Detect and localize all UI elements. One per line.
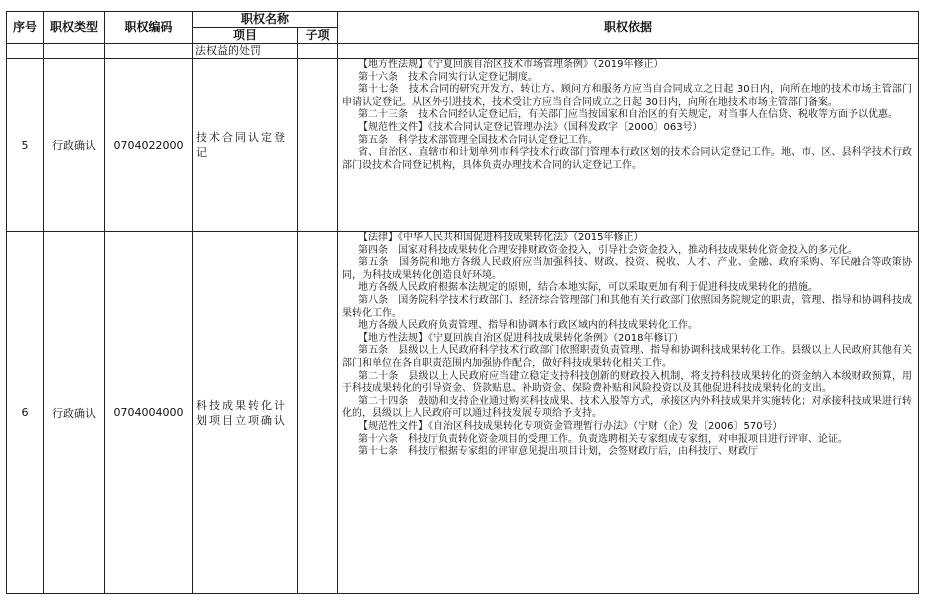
- basis-paragraph: 地方各级人民政府根据本法规定的原则，结合本地实际，可以采取更加有利于促进科技成果转化的措施。: [358, 282, 819, 294]
- basis-paragraph: 第四条 国家对科技成果转化合理安排财政资金投入，引导社会资金投入，推动科技成果转化资金投入的多元化。: [358, 244, 859, 256]
- basis-paragraph: 【规范性文件】《自治区科技成果转化专项资金管理暂行办法》（宁财（企）发〔2006〕570号）: [358, 420, 783, 432]
- basis-paragraph: 地方各级人民政府负责管理、指导和协调本行政区域内的科技成果转化工作。: [358, 320, 699, 332]
- row-code: 0704022000: [105, 59, 193, 232]
- row-no: 6: [7, 232, 44, 594]
- basis-paragraph: 【法律】《中华人民共和国促进科技成果转化法》（2015年修正）: [358, 232, 644, 243]
- basis-text: [342, 59, 912, 172]
- header-item: 项目: [193, 28, 298, 44]
- basis-paragraph: 第五条 科学技术部管理全国技术合同认定登记工作。: [358, 134, 599, 146]
- row-code: 0704004000: [105, 232, 193, 594]
- row-basis: [338, 232, 919, 594]
- basis-paragraph: 第二十三条 技术合同经认定登记后，有关部门应当按国家和自治区的有关规定，对当事人在信贷、税收等方面予以优惠。: [358, 109, 899, 121]
- row-item-name: 科技成果转化计划项目立项确认: [193, 232, 298, 594]
- authority-table: [6, 11, 919, 594]
- basis-paragraph: 【地方性法规】《宁夏回族自治区促进科技成果转化条例》（2018年修订）: [358, 332, 684, 344]
- carry-cell-type: [44, 44, 105, 59]
- header-no: 序号: [7, 12, 44, 44]
- table-row: [7, 59, 919, 232]
- basis-paragraph: 第十六条 技术合同实行认定登记制度。: [358, 71, 539, 83]
- header-name: 职权名称: [193, 12, 338, 28]
- basis-paragraph: 第十七条 技术合同的研究开发方、转让方、顾问方和服务方应当自合同成立之日起 30日内，向所在地的技术市场主管部门申请认定登记。从区外引进技术，技术受让方应当自合同成立之日起 30日内，向所在地技术市场主管部门备案。: [342, 84, 913, 108]
- carry-cell-basis: [338, 44, 919, 59]
- row-type: 行政确认: [44, 232, 105, 594]
- carry-cell-subitem: [298, 44, 338, 59]
- basis-paragraph: 【规范性文件】《技术合同认定登记管理办法》（国科发政字〔2000〕063号）: [358, 121, 703, 133]
- header-code: 职权编码: [105, 12, 193, 44]
- basis-paragraph: 第二十条 县级以上人民政府应当建立稳定支持科技创新的财政投入机制，将支持科技成果转化的资金纳入本级财政预算，用于科技成果转化的引导资金、贷款贴息、补助资金、保险费补贴和风险投资以及其他促进科技成果转化的支出。: [342, 370, 913, 395]
- table-row: [7, 232, 919, 594]
- carry-cell-code: [105, 44, 193, 59]
- basis-paragraph: 第十六条 科技厅负责转化资金项目的受理工作。负责选聘相关专家组成专家组，对申报项目进行评审、论证。: [358, 433, 849, 445]
- carry-cell-no: [7, 44, 44, 59]
- basis-paragraph: 省、自治区、直辖市和计划单列市科学技术行政部门管理本行政区划的技术合同认定登记工作。地、市、区、县科学技术行政部门设技术合同登记机构，具体负责办理技术合同的认定登记工作。: [342, 147, 913, 171]
- carry-over-text: 法权益的处罚: [193, 44, 298, 59]
- basis-paragraph: 第五条 县级以上人民政府科学技术行政部门依照职责负责管理、指导和协调科技成果转化工作。县级以上人民政府其他有关部门和单位在各自职责范围内加强协作配合，做好科技成果转化相关工作。: [342, 345, 913, 369]
- row-no: 5: [7, 59, 44, 232]
- basis-paragraph: 【地方性法规】《宁夏回族自治区技术市场管理条例》（2019年修正）: [358, 59, 664, 70]
- basis-paragraph: 第五条 国务院和地方各级人民政府应当加强科技、财政、投资、税收、人才、产业、金融、政府采购、军民融合等政策协同，为科技成果转化创造良好环境。: [342, 257, 913, 281]
- header-basis: 职权依据: [338, 12, 919, 44]
- basis-paragraph: 第十七条 科技厅根据专家组的评审意见提出项目计划，会签财政厅后，由科技厅、财政厅: [358, 446, 759, 458]
- row-subitem: [298, 59, 338, 232]
- basis-text: [342, 232, 912, 593]
- row-basis: [338, 59, 919, 232]
- basis-paragraph: 第二十四条 鼓励和支持企业通过购买科技成果、技术入股等方式，承接区内外科技成果并实施转化；对承接科技成果进行转化的，县级以上人民政府可以通过科技发展专项给予支持。: [342, 395, 913, 420]
- row-subitem: [298, 232, 338, 594]
- row-item-name: 技术合同认定登记: [193, 59, 298, 232]
- basis-paragraph: 第八条 国务院科学技术行政部门、经济综合管理部门和其他有关行政部门依照国务院规定的职责，管理、指导和协调科技成果转化工作。: [342, 294, 913, 319]
- header-subitem: 子项: [298, 28, 338, 44]
- header-type: 职权类型: [44, 12, 105, 44]
- row-type: 行政确认: [44, 59, 105, 232]
